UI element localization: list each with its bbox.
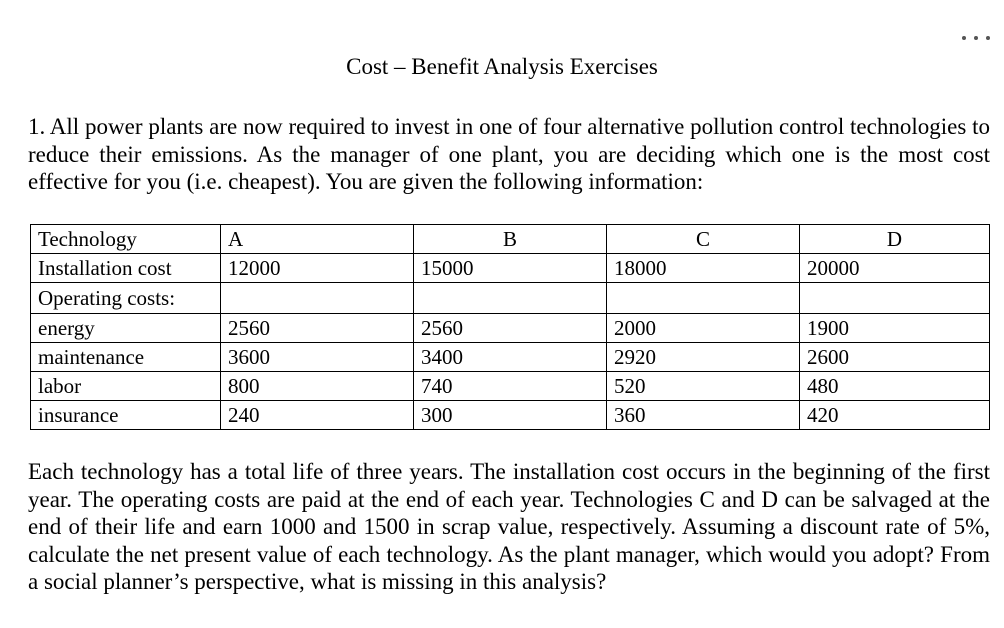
table-row [31, 401, 990, 430]
table-cell [221, 283, 414, 314]
table-row-label: Installation cost [31, 254, 221, 283]
table-cell: 480 [800, 372, 990, 401]
more-options-icon[interactable] [962, 34, 990, 42]
more-dot [962, 36, 966, 40]
table-cell: 520 [607, 372, 800, 401]
table-cell: 20000 [800, 254, 990, 283]
table-cell: 1900 [800, 314, 990, 343]
table-cell: 800 [221, 372, 414, 401]
table-cell: 300 [414, 401, 607, 430]
table-header-cell: C [607, 225, 800, 254]
table-cell: 2560 [221, 314, 414, 343]
more-dot [986, 36, 990, 40]
table-cell: 18000 [607, 254, 800, 283]
table-header-row [31, 225, 990, 254]
question-intro: 1. All power plants are now required to invest in one of four alternative pollution control technologies to reduce their emissions. As the manager of one plant, you are deciding which one is the most cost effective for you (i.e. cheapest). You are given the following information: [28, 114, 990, 194]
cost-table [30, 224, 990, 430]
table-cell: 420 [800, 401, 990, 430]
table-header-cell: Technology [31, 225, 221, 254]
table-cell: 2560 [414, 314, 607, 343]
more-dot [974, 36, 978, 40]
table-header-cell: A [221, 225, 414, 254]
table-cell: 12000 [221, 254, 414, 283]
table-row [31, 283, 990, 314]
table-cell [607, 283, 800, 314]
table-cell: 3600 [221, 343, 414, 372]
page-title: Cost – Benefit Analysis Exercises [346, 54, 658, 79]
table-cell: 15000 [414, 254, 607, 283]
table-cell: 740 [414, 372, 607, 401]
table-header-cell: D [800, 225, 990, 254]
table-cell: 240 [221, 401, 414, 430]
table-cell [414, 283, 607, 314]
table-cell: 2000 [607, 314, 800, 343]
question-body: Each technology has a total life of three years. The installation cost occurs in the beginning of the first year. The operating costs are paid at the end of each year. Technologies C and D can be salvaged at the end of their life and earn 1000 and 1500 in scrap value, respectively. Assuming a discount rate of 5%, calculate the net present value of each technology. As the plant manager, which would you adopt? From a social planner’s perspective, what is missing in this analysis? [28, 459, 990, 594]
table-cell: 360 [607, 401, 800, 430]
table-header-cell: B [414, 225, 607, 254]
table-row [31, 372, 990, 401]
table-cell: 2600 [800, 343, 990, 372]
table-row-label: maintenance [31, 343, 221, 372]
table-row-label: labor [31, 372, 221, 401]
table-row [31, 314, 990, 343]
table-row-label: Operating costs: [31, 283, 221, 314]
table-row [31, 254, 990, 283]
table-cell: 2920 [607, 343, 800, 372]
table-row [31, 343, 990, 372]
table-row-label: insurance [31, 401, 221, 430]
table-row-label: energy [31, 314, 221, 343]
table-cell: 3400 [414, 343, 607, 372]
table-cell [800, 283, 990, 314]
